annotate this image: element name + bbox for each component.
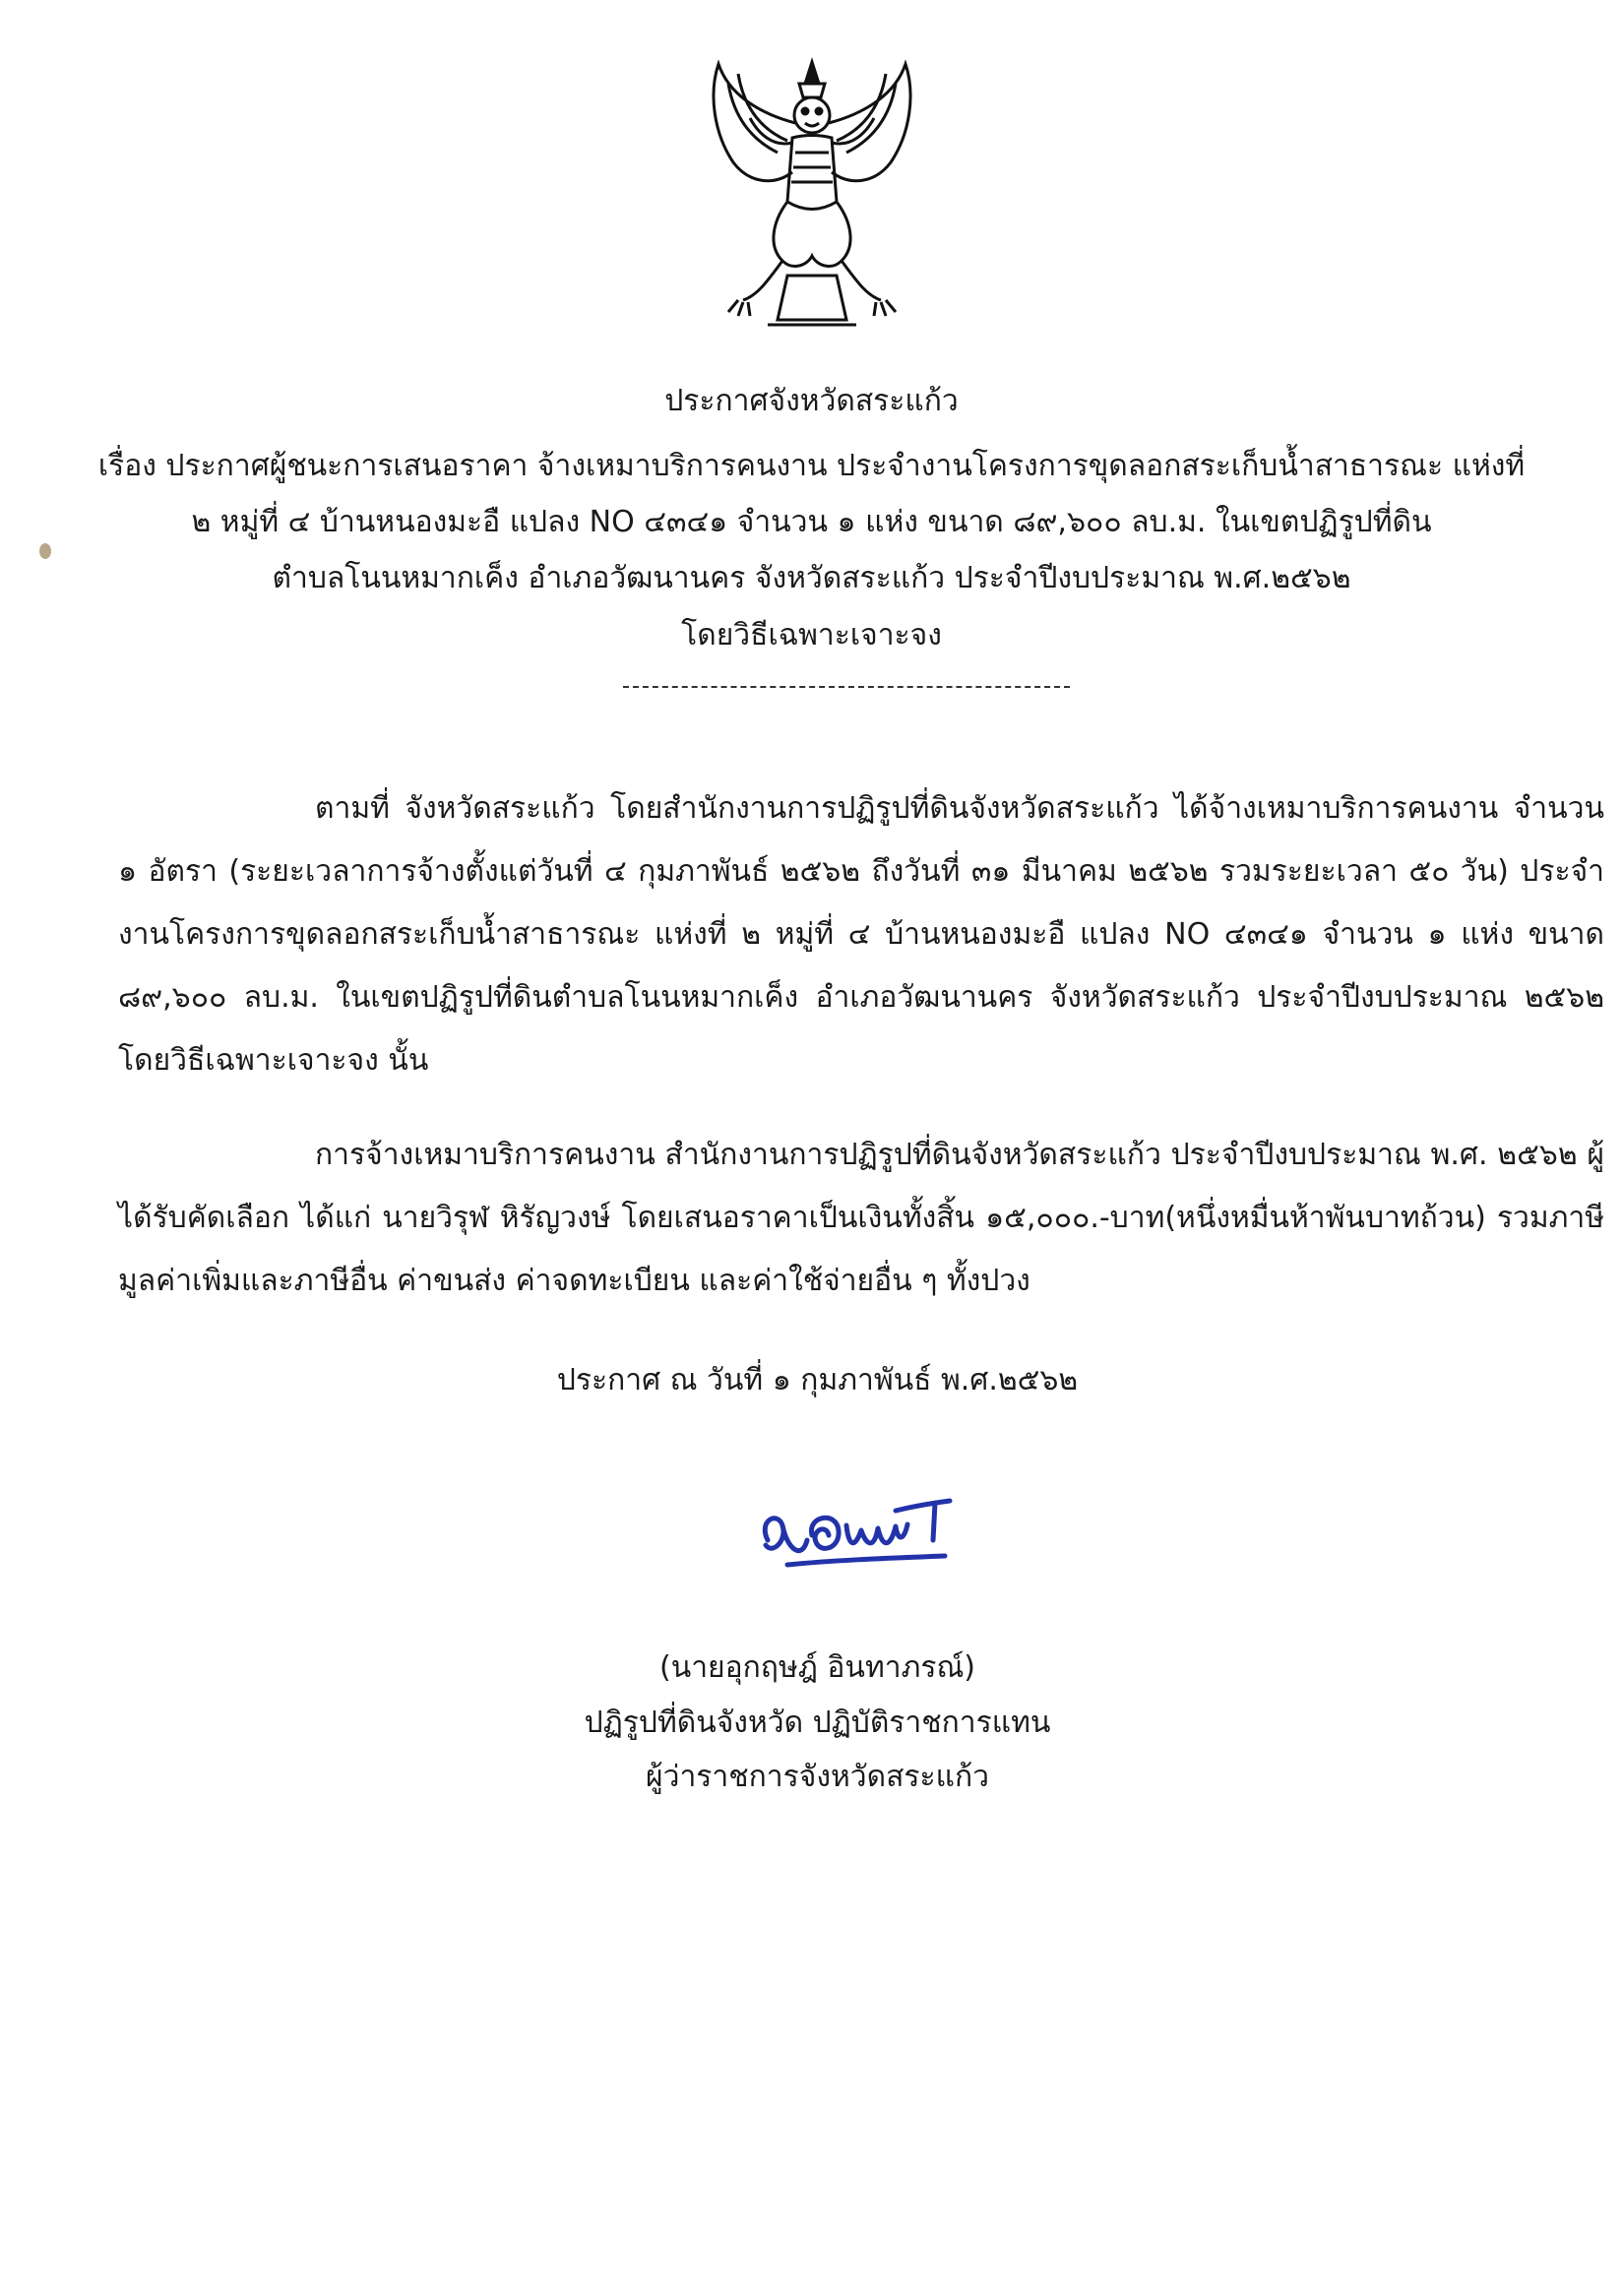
subject-line-4: โดยวิธีเฉพาะเจาะจง — [681, 618, 942, 652]
body-paragraph-1-text: ตามที่ จังหวัดสระแก้ว โดยสำนักงานการปฏิรูปที่ดินจังหวัดสระแก้ว ได้จ้างเหมาบริการคนงาน จำนวน ๑ อัตรา (ระยะเวลาการจ้างตั้งแต่วันที่ ๔ กุมภาพันธ์ ๒๕๖๒ ถึงวันที่ ๓๑ มีนาคม ๒๕๖๒ รวมระยะเวลา ๕๐ วัน) ประจำงานโครงการขุดลอกสระเก็บน้ำสาธารณะ แห่งที่ ๒ หมู่ที่ ๔ บ้านหนองมะอื แปลง NO ๔๓๔๑ จำนวน ๑ แห่ง ขนาด ๘๙,๖๐๐ ลบ.ม. ในเขตปฏิรูปที่ดินตำบลโนนหมากเค็ง อำเภอวัฒนานคร จังหวัดสระแก้ว ประจำปีงบประมาณ ๒๕๖๒ โดยวิธีเฉพาะเจาะจง นั้น — [118, 791, 1604, 1078]
announced-date: ประกาศ ณ วันที่ ๑ กุมภาพันธ์ พ.ศ.๒๕๖๒ — [556, 1363, 1079, 1397]
signatory-position-2: ผู้ว่าราชการจังหวัดสระแก้ว — [646, 1760, 989, 1794]
signatory-name: (นายอุกฤษฎ์ อินทาภรณ์) — [658, 1650, 975, 1685]
body-paragraph-2-text: การจ้างเหมาบริการคนงาน สำนักงานการปฏิรูปที่ดินจังหวัดสระแก้ว ประจำปีงบประมาณ พ.ศ. ๒๕๖๒ ผู้ได้รับคัดเลือก ได้แก่ นายวิรุฬ หิรัญวงษ์ โดยเสนอราคาเป็นเงินทั้งสิ้น ๑๕,๐๐๐.-บาท(หนึ่งหมื่นห้าพันบาทถ้วน) รวมภาษีมูลค่าเพิ่มและภาษีอื่น ค่าขนส่ง ค่าจดทะเบียน และค่าใช้จ่ายอื่น ๆ ทั้งปวง — [118, 1138, 1604, 1298]
announcement-title: ประกาศจังหวัดสระแก้ว — [664, 384, 959, 418]
paper-speck — [39, 543, 51, 559]
garuda-emblem-icon — [689, 54, 935, 340]
body-paragraph-2 — [118, 1124, 1604, 1313]
divider — [623, 686, 1070, 688]
handwritten-signature — [748, 1481, 984, 1589]
subject-line-1: เรื่อง ประกาศผู้ชนะการเสนอราคา จ้างเหมาบริการคนงาน ประจำงานโครงการขุดลอกสระเก็บน้ำสาธารณะ แห่งที่ — [97, 449, 1526, 483]
subject-line-3: ตำบลโนนหมากเค็ง อำเภอวัฒนานคร จังหวัดสระแก้ว ประจำปีงบประมาณ พ.ศ.๒๕๖๒ — [272, 561, 1351, 595]
signatory-position-1: ปฏิรูปที่ดินจังหวัด ปฏิบัติราชการแทน — [584, 1706, 1051, 1740]
subject-line-2: ๒ หมู่ที่ ๔ บ้านหนองมะอื แปลง NO ๔๓๔๑ จำนวน ๑ แห่ง ขนาด ๘๙,๖๐๐ ลบ.ม. ในเขตปฏิรูปที่ดิน — [191, 505, 1432, 539]
body-paragraph-1 — [118, 777, 1604, 1092]
